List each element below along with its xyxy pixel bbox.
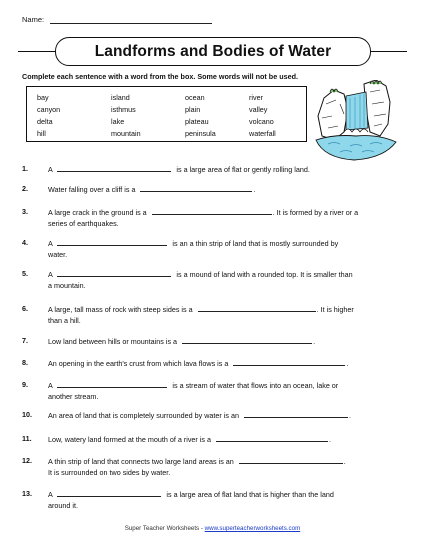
question-text-after: . It is higher xyxy=(316,305,354,314)
question-number: 5. xyxy=(22,269,28,278)
question-text-after: . xyxy=(329,435,331,444)
question-text-after: is a stream of water that flows into an ocean, lake or xyxy=(172,381,339,390)
question-text-after: . xyxy=(253,185,256,194)
question-number: 2. xyxy=(22,184,28,193)
answer-blank[interactable] xyxy=(57,238,167,246)
answer-blank[interactable] xyxy=(57,269,171,277)
question-text-before: An opening in the earth's crust from which lava flows is a xyxy=(48,359,229,368)
question-text-before: A xyxy=(48,490,53,499)
answer-blank[interactable] xyxy=(233,358,345,366)
question-number: 12. xyxy=(22,456,32,465)
question-number: 3. xyxy=(22,207,28,216)
answer-blank[interactable] xyxy=(239,456,343,464)
question-text-line2: than a hill. xyxy=(48,315,81,325)
question-number: 4. xyxy=(22,238,28,247)
question-text-line2: around it. xyxy=(48,500,78,510)
answer-blank[interactable] xyxy=(152,207,272,215)
question-text-before: A thin strip of land that connects two large land areas is an xyxy=(48,457,234,466)
footer xyxy=(0,525,425,532)
word-bank-item: volcano xyxy=(249,117,274,126)
word-bank-item: waterfall xyxy=(249,129,276,138)
question-text-before: A large, tall mass of rock with steep sides is a xyxy=(48,305,193,314)
question-text-line2: a mountain. xyxy=(48,280,86,290)
question-text-after: is a large area of flat or gently rolling land. xyxy=(176,165,310,174)
word-bank-item: plain xyxy=(185,105,201,114)
title-rule-left xyxy=(18,51,55,52)
question-text-after: is an a thin strip of land that is mostly surrounded by xyxy=(172,239,339,248)
question-text-after: is a mound of land with a rounded top. It is smaller than xyxy=(176,270,353,279)
question-text-before: A xyxy=(48,270,53,279)
answer-blank[interactable] xyxy=(57,164,171,172)
word-bank-item: delta xyxy=(37,117,53,126)
question-text-line2: water. xyxy=(48,249,68,259)
word-bank-item: hill xyxy=(37,129,46,138)
question-number: 11. xyxy=(22,434,32,443)
question-number: 7. xyxy=(22,336,28,345)
name-row xyxy=(22,15,212,24)
question-text-after: . xyxy=(346,359,349,368)
title-rule-right xyxy=(371,51,407,52)
question-text-before: An area of land that is completely surrounded by water is an xyxy=(48,411,239,420)
word-bank-item: bay xyxy=(37,93,49,102)
question-text-before: A xyxy=(48,381,53,390)
word-bank-item: valley xyxy=(249,105,268,114)
name-label: Name: xyxy=(22,15,45,24)
word-bank-item: isthmus xyxy=(111,105,136,114)
question-text-line2: series of earthquakes. xyxy=(48,218,119,228)
question-text-before: Water falling over a cliff is a xyxy=(48,185,136,194)
word-bank-item: mountain xyxy=(111,129,141,138)
directions: Complete each sentence with a word from the box. Some words will not be used. xyxy=(22,72,298,81)
word-bank-item: lake xyxy=(111,117,125,126)
question-text-before: A xyxy=(48,239,53,248)
footer-link[interactable]: www.superteacherworksheets.com xyxy=(204,525,301,532)
question-number: 10. xyxy=(22,410,32,419)
word-bank-item: island xyxy=(111,93,130,102)
question-number: 8. xyxy=(22,358,28,367)
question-text-after: is a large area of flat land that is higher than the land xyxy=(166,490,334,499)
answer-blank[interactable] xyxy=(57,489,161,497)
answer-blank[interactable] xyxy=(244,410,348,418)
question-number: 6. xyxy=(22,304,28,313)
answer-blank[interactable] xyxy=(140,184,252,192)
word-bank-item: ocean xyxy=(185,93,205,102)
word-bank-item: river xyxy=(249,93,263,102)
word-bank-item: peninsula xyxy=(185,129,216,138)
word-bank xyxy=(26,86,307,142)
question-number: 13. xyxy=(22,489,32,498)
answer-blank[interactable] xyxy=(182,336,312,344)
question-text-before: A xyxy=(48,165,53,174)
question-text-line2: another stream. xyxy=(48,391,99,401)
word-bank-item: plateau xyxy=(185,117,209,126)
word-bank-item: canyon xyxy=(37,105,61,114)
question-text-after: . xyxy=(313,337,316,346)
question-text-before: Low land between hills or mountains is a xyxy=(48,337,178,346)
question-text-before: A large crack in the ground is a xyxy=(48,208,147,217)
question-text-after: . xyxy=(343,457,346,466)
name-line[interactable] xyxy=(50,15,212,24)
question-number: 9. xyxy=(22,380,28,389)
waterfall-illustration xyxy=(314,80,398,162)
answer-blank[interactable] xyxy=(216,434,328,442)
answer-blank[interactable] xyxy=(198,304,316,312)
question-text-before: Low, watery land formed at the mouth of a river is a xyxy=(48,435,211,444)
footer-text: Super Teacher Worksheets - xyxy=(124,525,205,532)
question-text-line2: It is surrounded on two sides by water. xyxy=(48,467,171,477)
title-box xyxy=(55,37,371,66)
question-number: 1. xyxy=(22,164,28,173)
question-text-after: . xyxy=(348,411,351,420)
question-text-after: . It is formed by a river or a xyxy=(272,208,359,217)
answer-blank[interactable] xyxy=(57,380,167,388)
page-title: Landforms and Bodies of Water xyxy=(94,42,332,60)
